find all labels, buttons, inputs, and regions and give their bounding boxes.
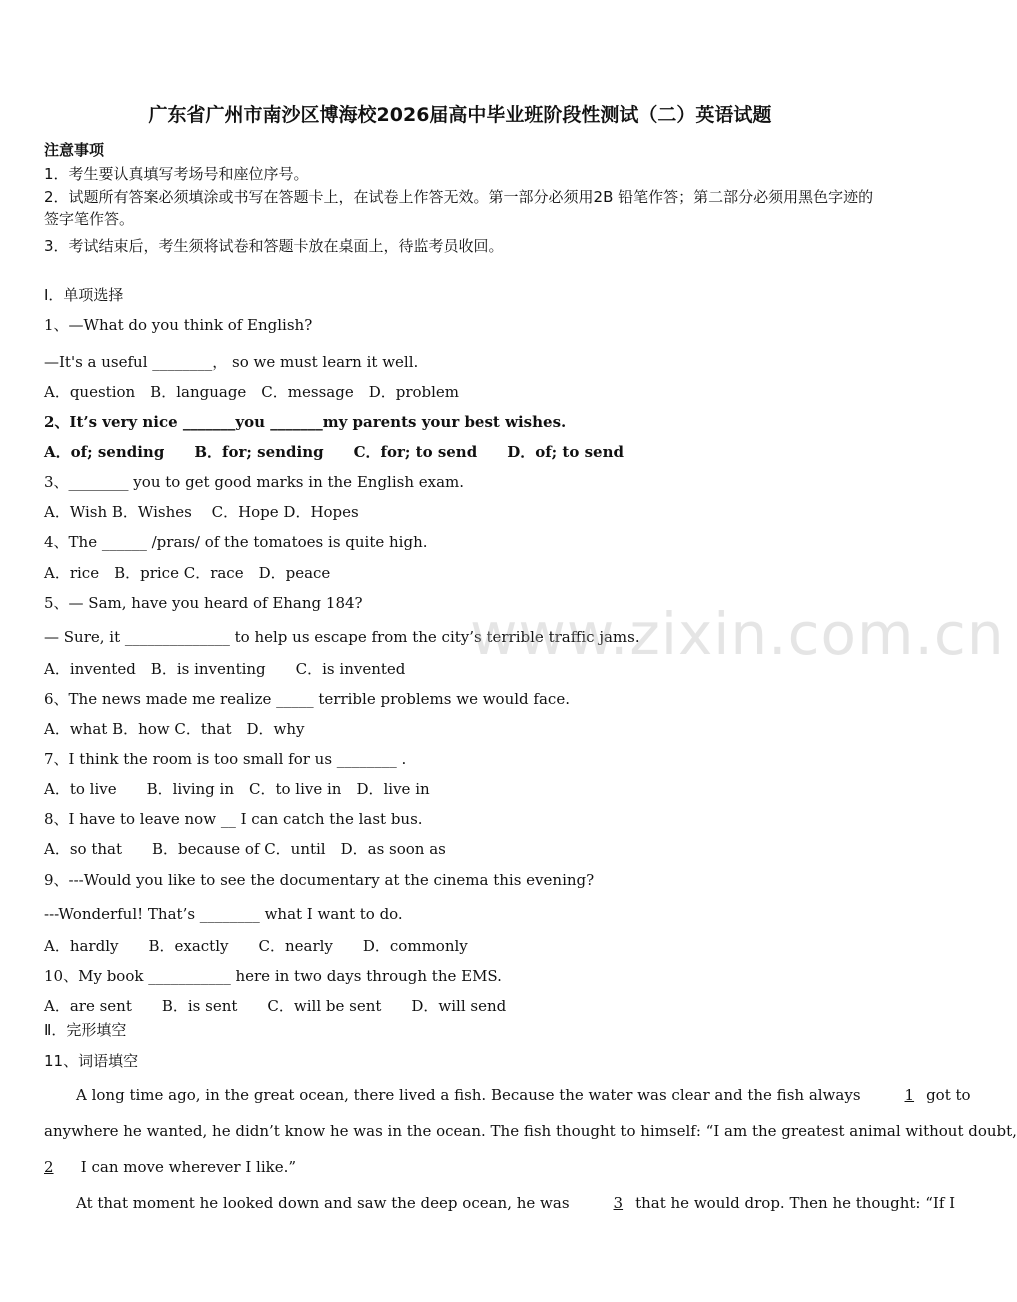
question-2-stem: 2、It’s very nice _______you _______my parents your best wishes. bbox=[44, 413, 567, 431]
section2-subheading: 11、词语填空 bbox=[44, 1052, 139, 1070]
question-2-options: A．of; sending B．for; sending C．for; to send D．of; to send bbox=[44, 443, 624, 461]
question-8-options: A．so that B．because of C．until D．as soon as bbox=[44, 840, 446, 858]
page-title: 广东省广州市南沙区博海校2026届高中毕业班阶段性测试（二）英语试题 bbox=[148, 104, 772, 126]
question-9-options: A．hardly B．exactly C．nearly D．commonly bbox=[44, 937, 468, 955]
note-item-3: 3．考试结束后，考生须将试卷和答题卡放在桌面上，待监考员收回。 bbox=[44, 237, 504, 255]
question-6-options: A．what B．how C．that D．why bbox=[44, 720, 305, 738]
passage-text: that he would drop. Then he thought: “If I bbox=[635, 1194, 956, 1212]
notes-heading: 注意事项 bbox=[44, 141, 105, 159]
passage-text: At that moment he looked down and saw the deep ocean, he was bbox=[76, 1194, 570, 1212]
watermark: www.zixin.com.cn bbox=[470, 600, 1005, 668]
question-7-stem: 7、I think the room is too small for us ________ . bbox=[44, 750, 407, 768]
question-5-stem: 5、— Sam, have you heard of Ehang 184? bbox=[44, 594, 363, 612]
question-3-options: A．Wish B．Wishes C．Hope D．Hopes bbox=[44, 503, 359, 521]
question-1-stem-2: —It's a useful ________， so we must learn it well. bbox=[44, 353, 419, 371]
passage-text: got to bbox=[926, 1086, 971, 1104]
blank-2: 2 bbox=[44, 1158, 54, 1176]
question-6-stem: 6、The news made me realize _____ terrible problems we would face. bbox=[44, 690, 570, 708]
passage-text: A long time ago, in the great ocean, there lived a fish. Because the water was clear and the fish always bbox=[76, 1086, 861, 1104]
question-8-stem: 8、I have to leave now __ I can catch the last bus. bbox=[44, 810, 423, 828]
passage-text: I can move wherever I like.” bbox=[80, 1158, 297, 1176]
blank-3: 3 bbox=[613, 1194, 624, 1212]
question-10-stem: 10、My book ___________ here in two days through the EMS. bbox=[44, 967, 502, 985]
question-9-stem-2: ---Wonderful! That’s ________ what I want to do. bbox=[44, 905, 403, 923]
question-4-options: A．rice B．price C．race D．peace bbox=[44, 564, 331, 582]
question-3-stem: 3、________ you to get good marks in the English exam. bbox=[44, 473, 465, 491]
passage-line-4 bbox=[44, 1194, 956, 1212]
passage-line-2: anywhere he wanted, he didn’t know he was in the ocean. The fish thought to himself: “I am the greatest animal without doubt, bbox=[44, 1122, 1017, 1140]
question-7-options: A．to live B．living in C．to live in D．live in bbox=[44, 780, 430, 798]
question-9-stem: 9、---Would you like to see the documentary at the cinema this evening? bbox=[44, 871, 595, 889]
passage-line-1 bbox=[44, 1086, 971, 1104]
question-1-stem: 1、—What do you think of English? bbox=[44, 316, 313, 334]
section1-heading: Ⅰ．单项选择 bbox=[44, 286, 124, 304]
question-10-options: A．are sent B．is sent C．will be sent D．will send bbox=[44, 997, 507, 1015]
passage-line-3 bbox=[44, 1158, 880, 1176]
blank-1: 1 bbox=[904, 1086, 915, 1104]
question-4-stem: 4、The ______ /praɪs/ of the tomatoes is quite high. bbox=[44, 533, 428, 551]
section2-heading: Ⅱ．完形填空 bbox=[44, 1021, 127, 1039]
note-item-2: 2．试题所有答案必须填涂或书写在答题卡上，在试卷上作答无效。第一部分必须用2B 铅笔作答；第二部分必须用黑色字迹的签字笔作答。 bbox=[44, 188, 874, 228]
note-item-1: 1．考生要认真填写考场号和座位序号。 bbox=[44, 165, 309, 183]
question-5-options: A．invented B．is inventing C．is invented bbox=[44, 660, 406, 678]
question-1-options: A．question B．language C．message D．problem bbox=[44, 383, 460, 401]
question-5-stem-2: — Sure, it ______________ to help us escape from the city’s terrible traffic jams. bbox=[44, 628, 640, 646]
